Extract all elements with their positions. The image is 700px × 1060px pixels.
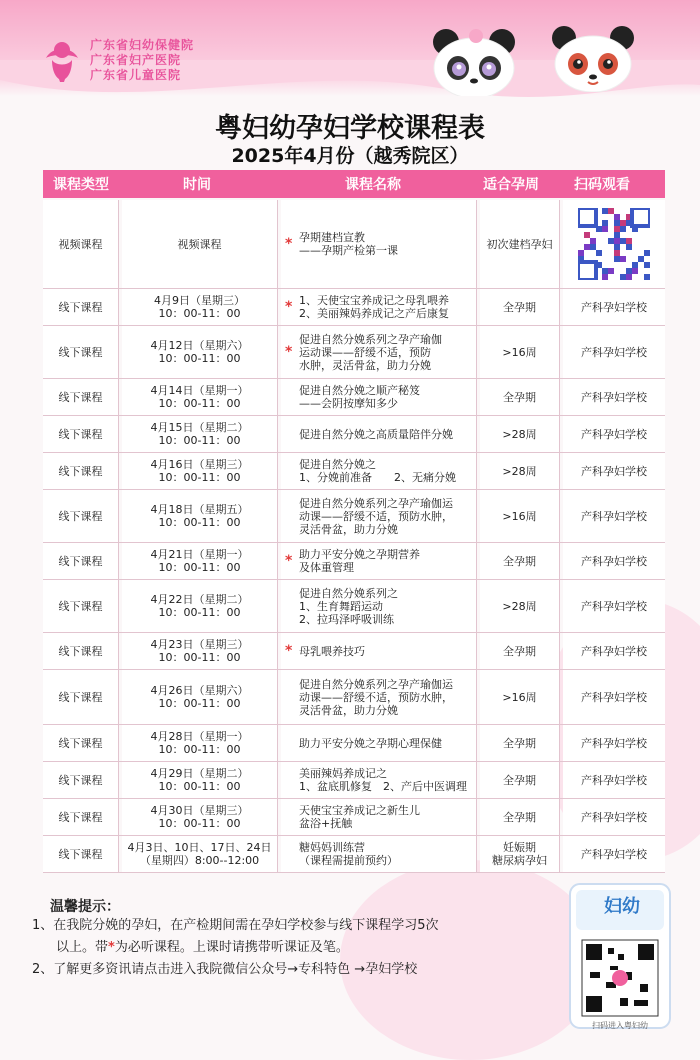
course-name-cell [281, 416, 477, 452]
table-row [43, 490, 665, 543]
watch-cell-text: 产科孕妇学校 [581, 847, 647, 861]
time-cell-text: 4月16日（星期三） 10：00-11：00 [150, 458, 249, 484]
course-name-cell [281, 289, 477, 325]
required-star-icon: * [285, 343, 293, 360]
watch-cell [563, 543, 665, 579]
time-cell-text: 4月18日（星期五） 10：00-11：00 [150, 503, 249, 529]
table-row [43, 453, 665, 490]
course-name-cell-text: 促进自然分娩之顺产秘笈 ——会阴按摩知多少 [299, 384, 420, 410]
watch-cell [563, 580, 665, 632]
table-row [43, 543, 665, 580]
course-table [43, 200, 665, 873]
watch-cell-text: 产科孕妇学校 [581, 690, 647, 704]
table-row [43, 416, 665, 453]
course-name-cell-text: 促进自然分娩系列之孕产瑜伽运 动课——舒缓不适，预防水肿， 灵活骨盆，助力分娩 [299, 496, 453, 536]
suitable-week-cell-text: 全孕期 [503, 810, 536, 824]
suitable-week-cell-text: 全孕期 [503, 773, 536, 787]
course-type-cell [43, 670, 119, 724]
course-name-cell [281, 453, 477, 489]
course-name-cell-text: 促进自然分娩之高质量陪伴分娩 [299, 427, 453, 441]
suitable-week-cell [480, 453, 560, 489]
time-cell-text: 4月14日（星期一） 10：00-11：00 [150, 384, 249, 410]
course-type-cell [43, 799, 119, 835]
course-type-cell-text: 线下课程 [58, 554, 103, 568]
watch-cell-text: 产科孕妇学校 [581, 390, 647, 404]
course-type-cell-text: 线下课程 [58, 644, 103, 658]
suitable-week-cell [480, 725, 560, 761]
column-header-watch: 扫码观看 [574, 177, 630, 193]
course-type-cell [43, 416, 119, 452]
table-header [43, 170, 665, 198]
watch-cell [563, 379, 665, 415]
watch-cell-text: 产科孕妇学校 [581, 810, 647, 824]
time-cell [122, 379, 278, 415]
course-name-cell-text: 促进自然分娩系列之 1、生育舞蹈运动 2、拉玛泽呼吸训练 [299, 586, 398, 626]
course-type-cell-text: 线下课程 [58, 736, 103, 750]
course-name-cell-text: 助力平安分娩之孕期营养 及体重管理 [299, 548, 420, 574]
tip-text: 为必听课程。上课时请携带听课证及笔。 [114, 940, 349, 955]
hospital-name: 广东省妇幼保健院 [90, 38, 195, 52]
time-cell [122, 799, 278, 835]
time-cell [122, 836, 278, 872]
table-row [43, 799, 665, 836]
watch-cell-text: 产科孕妇学校 [581, 736, 647, 750]
tip-line-2 [56, 938, 349, 958]
course-name-cell-text: 促进自然分娩系列之孕产瑜伽运 动课——舒缓不适，预防水肿， 灵活骨盆，助力分娩 [299, 677, 453, 717]
time-cell [122, 543, 278, 579]
hospital-names [90, 38, 194, 83]
course-type-cell-text: 线下课程 [58, 810, 103, 824]
course-name-cell [281, 379, 477, 415]
suitable-week-cell-text: 全孕期 [503, 644, 536, 658]
course-type-cell [43, 762, 119, 798]
required-star-icon: * [108, 940, 115, 955]
watch-cell [563, 326, 665, 378]
watch-cell [563, 725, 665, 761]
suitable-week-cell-text: >28周 [502, 599, 537, 613]
course-name-cell [281, 725, 477, 761]
course-type-cell [43, 580, 119, 632]
course-type-cell-text: 视频课程 [58, 237, 103, 251]
time-cell [122, 725, 278, 761]
time-cell-text: 4月9日（星期三） 10：00-11：00 [154, 294, 245, 320]
watch-cell [563, 289, 665, 325]
watch-cell-text: 产科孕妇学校 [581, 599, 647, 613]
watch-cell [563, 416, 665, 452]
suitable-week-cell [480, 836, 560, 872]
wechat-promo-card[interactable] [560, 880, 680, 1040]
column-header-week: 适合孕周 [483, 177, 539, 193]
course-type-cell-text: 线下课程 [58, 464, 103, 478]
suitable-week-cell-text: >16周 [502, 509, 537, 523]
watch-cell [563, 836, 665, 872]
course-name-cell [281, 762, 477, 798]
suitable-week-cell [480, 580, 560, 632]
watch-cell-text: 产科孕妇学校 [581, 554, 647, 568]
tip-line-3: 2、了解更多资讯请点击进入我院微信公众号→专科特色 →孕妇学校 [32, 962, 418, 977]
page-subtitle: 2025年4月份（越秀院区） [231, 145, 469, 167]
course-name-cell [281, 799, 477, 835]
suitable-week-cell [480, 670, 560, 724]
time-cell [122, 453, 278, 489]
course-name-cell [281, 200, 477, 288]
course-type-cell-text: 线下课程 [58, 690, 103, 704]
watch-cell-text: 产科孕妇学校 [581, 773, 647, 787]
column-header-type: 课程类型 [53, 177, 109, 193]
suitable-week-cell [480, 326, 560, 378]
suitable-week-cell-text: 妊娠期 糖尿病孕妇 [492, 841, 547, 867]
hospital-logo-icon [38, 36, 86, 84]
promo-brand: 妇幼 [604, 896, 640, 917]
course-name-cell-text: 促进自然分娩之 1、分娩前准备 2、无痛分娩 [299, 458, 456, 484]
course-type-cell-text: 线下课程 [58, 427, 103, 441]
course-type-cell [43, 633, 119, 669]
course-name-cell-text: 1、天使宝宝养成记之母乳喂养 2、美丽辣妈养成记之产后康复 [299, 294, 449, 320]
course-type-cell-text: 线下课程 [58, 300, 103, 314]
video-qr-code-icon[interactable] [578, 208, 650, 280]
table-row [43, 580, 665, 633]
course-type-cell [43, 289, 119, 325]
watch-cell-text: 产科孕妇学校 [581, 509, 647, 523]
time-cell [122, 633, 278, 669]
table-row [43, 326, 665, 379]
course-type-cell-text: 线下课程 [58, 847, 103, 861]
time-cell-text: 4月15日（星期二） 10：00-11：00 [150, 421, 249, 447]
time-cell-text: 4月23日（星期三） 10：00-11：00 [150, 638, 249, 664]
course-name-cell-text: 母乳喂养技巧 [299, 644, 365, 658]
suitable-week-cell [480, 416, 560, 452]
course-name-cell-text: 糖妈妈训练营 （课程需提前预约） [299, 841, 398, 867]
time-cell [122, 416, 278, 452]
course-name-cell [281, 670, 477, 724]
suitable-week-cell [480, 543, 560, 579]
watch-cell [563, 762, 665, 798]
time-cell-text: 4月29日（星期二） 10：00-11：00 [150, 767, 249, 793]
hospital-name: 广东省妇产医院 [90, 53, 182, 67]
suitable-week-cell-text: 全孕期 [503, 554, 536, 568]
course-name-cell [281, 580, 477, 632]
time-cell-text: 4月26日（星期六） 10：00-11：00 [150, 684, 249, 710]
table-row [43, 200, 665, 289]
course-type-cell [43, 326, 119, 378]
table-row [43, 670, 665, 725]
promo-caption: 扫码进入粤妇幼 [592, 1021, 648, 1030]
course-type-cell-text: 线下课程 [58, 773, 103, 787]
time-cell [122, 490, 278, 542]
course-name-cell [281, 836, 477, 872]
suitable-week-cell-text: 全孕期 [503, 300, 536, 314]
time-cell [122, 670, 278, 724]
hospital-name: 广东省儿童医院 [90, 68, 182, 82]
suitable-week-cell [480, 379, 560, 415]
panda-mascot-right-icon [550, 24, 636, 92]
course-name-cell [281, 543, 477, 579]
course-type-cell-text: 线下课程 [58, 345, 103, 359]
course-name-cell [281, 326, 477, 378]
time-cell-text: 视频课程 [177, 237, 222, 251]
suitable-week-cell [480, 762, 560, 798]
course-type-cell [43, 836, 119, 872]
course-type-cell [43, 725, 119, 761]
watch-cell-text: 产科孕妇学校 [581, 464, 647, 478]
table-row [43, 633, 665, 670]
time-cell [122, 580, 278, 632]
table-row [43, 836, 665, 873]
course-name-cell [281, 633, 477, 669]
suitable-week-cell-text: >16周 [502, 690, 537, 704]
course-type-cell-text: 线下课程 [58, 390, 103, 404]
course-name-cell-text: 助力平安分娩之孕期心理保健 [299, 736, 442, 750]
column-header-time: 时间 [183, 177, 211, 193]
suitable-week-cell-text: 全孕期 [503, 390, 536, 404]
course-type-cell [43, 453, 119, 489]
course-name-cell-text: 孕期建档宣教 ——孕期产检第一课 [299, 231, 398, 257]
required-star-icon: * [285, 642, 293, 659]
time-cell-text: 4月21日（星期一） 10：00-11：00 [150, 548, 249, 574]
time-cell-text: 4月12日（星期六） 10：00-11：00 [150, 339, 249, 365]
table-row [43, 725, 665, 762]
time-cell-text: 4月28日（星期一） 10：00-11：00 [150, 730, 249, 756]
suitable-week-cell [480, 289, 560, 325]
suitable-week-cell-text: 全孕期 [503, 736, 536, 750]
time-cell [122, 289, 278, 325]
tip-line-1: 1、在我院分娩的孕妇，在产检期间需在孕妇学校参与线下课程学习5次 [32, 918, 439, 933]
watch-cell-text: 产科孕妇学校 [581, 644, 647, 658]
required-star-icon: * [285, 552, 293, 569]
course-name-cell-text: 美丽辣妈养成记之 1、盆底肌修复 2、产后中医调理 [299, 767, 467, 793]
course-name-cell [281, 490, 477, 542]
watch-cell-text: 产科孕妇学校 [581, 345, 647, 359]
watch-cell [563, 200, 665, 288]
time-cell [122, 200, 278, 288]
suitable-week-cell [480, 490, 560, 542]
suitable-week-cell [480, 633, 560, 669]
suitable-week-cell [480, 799, 560, 835]
watch-cell-text: 产科孕妇学校 [581, 300, 647, 314]
table-row [43, 379, 665, 416]
tips-title: 温馨提示： [50, 899, 120, 915]
suitable-week-cell-text: >28周 [502, 464, 537, 478]
watch-cell [563, 633, 665, 669]
time-cell-text: 4月30日（星期三） 10：00-11：00 [150, 804, 249, 830]
required-star-icon: * [285, 298, 293, 315]
watch-cell [563, 453, 665, 489]
course-name-cell-text: 促进自然分娩系列之孕产瑜伽 运动课——舒缓不适，预防 水肿，灵活骨盆，助力分娩 [299, 332, 442, 372]
course-type-cell [43, 200, 119, 288]
course-type-cell [43, 379, 119, 415]
panda-mascot-left-icon [428, 26, 520, 96]
watch-cell-text: 产科孕妇学校 [581, 427, 647, 441]
course-type-cell-text: 线下课程 [58, 599, 103, 613]
suitable-week-cell [480, 200, 560, 288]
required-star-icon: * [285, 235, 293, 252]
page-title: 粤妇幼孕妇学校课程表 [215, 113, 485, 144]
course-type-cell [43, 490, 119, 542]
suitable-week-cell-text: 初次建档孕妇 [486, 237, 553, 251]
time-cell-text: 4月22日（星期二） 10：00-11：00 [150, 593, 249, 619]
course-type-cell [43, 543, 119, 579]
table-row [43, 289, 665, 326]
watch-cell [563, 490, 665, 542]
time-cell [122, 762, 278, 798]
watch-cell [563, 670, 665, 724]
table-row [43, 762, 665, 799]
course-name-cell-text: 天使宝宝养成记之新生儿 盆浴+抚触 [299, 804, 420, 830]
watch-cell [563, 799, 665, 835]
time-cell [122, 326, 278, 378]
course-type-cell-text: 线下课程 [58, 509, 103, 523]
column-header-course: 课程名称 [345, 177, 401, 193]
suitable-week-cell-text: >16周 [502, 345, 537, 359]
suitable-week-cell-text: >28周 [502, 427, 537, 441]
time-cell-text: 4月3日、10日、17日、24日 （星期四）8:00--12:00 [127, 841, 272, 867]
tip-text: 以上。带 [56, 940, 109, 955]
